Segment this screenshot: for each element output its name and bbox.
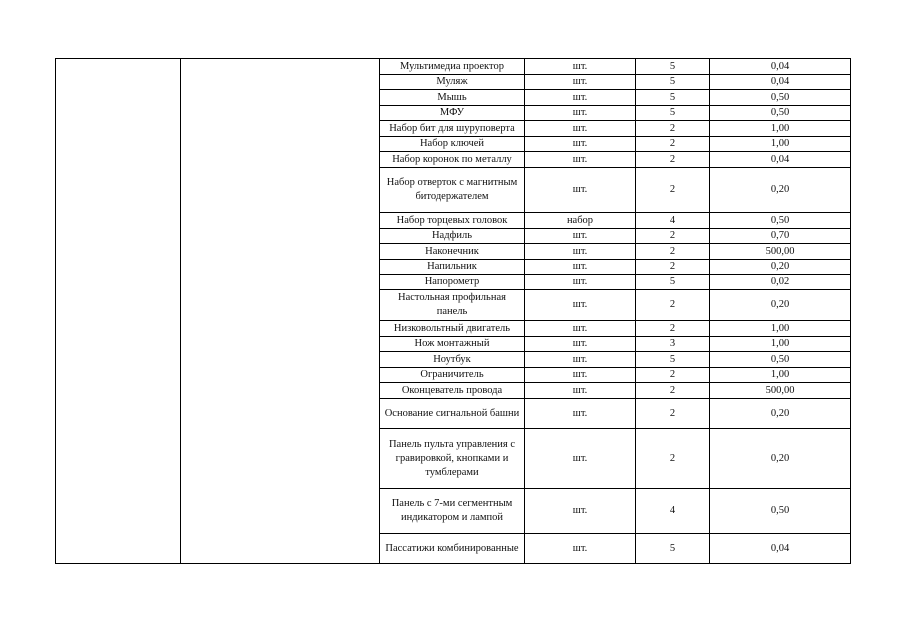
unit-cell: шт. xyxy=(525,137,636,152)
quantity-cell: 5 xyxy=(636,275,710,290)
value-cell: 0,04 xyxy=(710,534,851,564)
value-cell: 0,04 xyxy=(710,75,851,90)
quantity-cell: 2 xyxy=(636,229,710,244)
item-name-cell: Пассатижи комбинированные xyxy=(380,534,525,564)
unit-cell: шт. xyxy=(525,106,636,121)
item-name-cell: Панель с 7-ми сегментным индикатором и лампой xyxy=(380,489,525,534)
subgroup-cell xyxy=(181,59,380,564)
quantity-cell: 2 xyxy=(636,152,710,168)
value-cell: 500,00 xyxy=(710,244,851,260)
unit-cell: шт. xyxy=(525,275,636,290)
table-body xyxy=(56,59,851,564)
value-cell: 0,50 xyxy=(710,489,851,534)
equipment-table xyxy=(55,58,851,564)
item-name-cell: Набор ключей xyxy=(380,137,525,152)
quantity-cell: 4 xyxy=(636,213,710,229)
value-cell: 0,20 xyxy=(710,429,851,489)
unit-cell: шт. xyxy=(525,368,636,383)
quantity-cell: 5 xyxy=(636,106,710,121)
unit-cell: шт. xyxy=(525,489,636,534)
item-name-cell: МФУ xyxy=(380,106,525,121)
unit-cell: шт. xyxy=(525,534,636,564)
quantity-cell: 2 xyxy=(636,244,710,260)
unit-cell: шт. xyxy=(525,290,636,321)
quantity-cell: 5 xyxy=(636,352,710,368)
quantity-cell: 2 xyxy=(636,368,710,383)
quantity-cell: 2 xyxy=(636,121,710,137)
item-name-cell: Основание сигнальной башни xyxy=(380,399,525,429)
unit-cell: шт. xyxy=(525,75,636,90)
unit-cell: шт. xyxy=(525,168,636,213)
item-name-cell: Мультимедиа проектор xyxy=(380,59,525,75)
value-cell: 0,20 xyxy=(710,260,851,275)
quantity-cell: 2 xyxy=(636,321,710,337)
group-cell xyxy=(56,59,181,564)
value-cell: 0,20 xyxy=(710,399,851,429)
quantity-cell: 5 xyxy=(636,90,710,106)
quantity-cell: 2 xyxy=(636,260,710,275)
value-cell: 0,50 xyxy=(710,106,851,121)
item-name-cell: Набор коронок по металлу xyxy=(380,152,525,168)
item-name-cell: Надфиль xyxy=(380,229,525,244)
quantity-cell: 5 xyxy=(636,75,710,90)
unit-cell: шт. xyxy=(525,244,636,260)
unit-cell: шт. xyxy=(525,59,636,75)
unit-cell: шт. xyxy=(525,121,636,137)
quantity-cell: 2 xyxy=(636,168,710,213)
quantity-cell: 2 xyxy=(636,137,710,152)
item-name-cell: Напильник xyxy=(380,260,525,275)
quantity-cell: 4 xyxy=(636,489,710,534)
value-cell: 0,50 xyxy=(710,213,851,229)
quantity-cell: 2 xyxy=(636,290,710,321)
unit-cell: шт. xyxy=(525,399,636,429)
value-cell: 1,00 xyxy=(710,337,851,352)
unit-cell: шт. xyxy=(525,352,636,368)
unit-cell: шт. xyxy=(525,260,636,275)
unit-cell: шт. xyxy=(525,152,636,168)
unit-cell: шт. xyxy=(525,429,636,489)
quantity-cell: 5 xyxy=(636,534,710,564)
item-name-cell: Мышь xyxy=(380,90,525,106)
item-name-cell: Набор бит для шуруповерта xyxy=(380,121,525,137)
quantity-cell: 2 xyxy=(636,399,710,429)
value-cell: 0,70 xyxy=(710,229,851,244)
unit-cell: шт. xyxy=(525,229,636,244)
table-row xyxy=(56,59,851,75)
item-name-cell: Настольная профильная панель xyxy=(380,290,525,321)
unit-cell: шт. xyxy=(525,337,636,352)
unit-cell: набор xyxy=(525,213,636,229)
unit-cell: шт. xyxy=(525,90,636,106)
value-cell: 0,04 xyxy=(710,59,851,75)
value-cell: 0,50 xyxy=(710,352,851,368)
value-cell: 0,50 xyxy=(710,90,851,106)
item-name-cell: Ограничитель xyxy=(380,368,525,383)
value-cell: 500,00 xyxy=(710,383,851,399)
value-cell: 0,04 xyxy=(710,152,851,168)
quantity-cell: 2 xyxy=(636,383,710,399)
item-name-cell: Набор торцевых головок xyxy=(380,213,525,229)
quantity-cell: 2 xyxy=(636,429,710,489)
value-cell: 0,20 xyxy=(710,168,851,213)
quantity-cell: 3 xyxy=(636,337,710,352)
item-name-cell: Низковольтный двигатель xyxy=(380,321,525,337)
item-name-cell: Панель пульта управления с гравировкой, кнопками и тумблерами xyxy=(380,429,525,489)
value-cell: 1,00 xyxy=(710,368,851,383)
value-cell: 1,00 xyxy=(710,137,851,152)
value-cell: 0,20 xyxy=(710,290,851,321)
value-cell: 1,00 xyxy=(710,321,851,337)
item-name-cell: Набор отверток с магнитным битодержателем xyxy=(380,168,525,213)
value-cell: 1,00 xyxy=(710,121,851,137)
item-name-cell: Нож монтажный xyxy=(380,337,525,352)
item-name-cell: Напорометр xyxy=(380,275,525,290)
unit-cell: шт. xyxy=(525,383,636,399)
value-cell: 0,02 xyxy=(710,275,851,290)
item-name-cell: Наконечник xyxy=(380,244,525,260)
unit-cell: шт. xyxy=(525,321,636,337)
item-name-cell: Ноутбук xyxy=(380,352,525,368)
quantity-cell: 5 xyxy=(636,59,710,75)
item-name-cell: Оконцеватель провода xyxy=(380,383,525,399)
item-name-cell: Муляж xyxy=(380,75,525,90)
